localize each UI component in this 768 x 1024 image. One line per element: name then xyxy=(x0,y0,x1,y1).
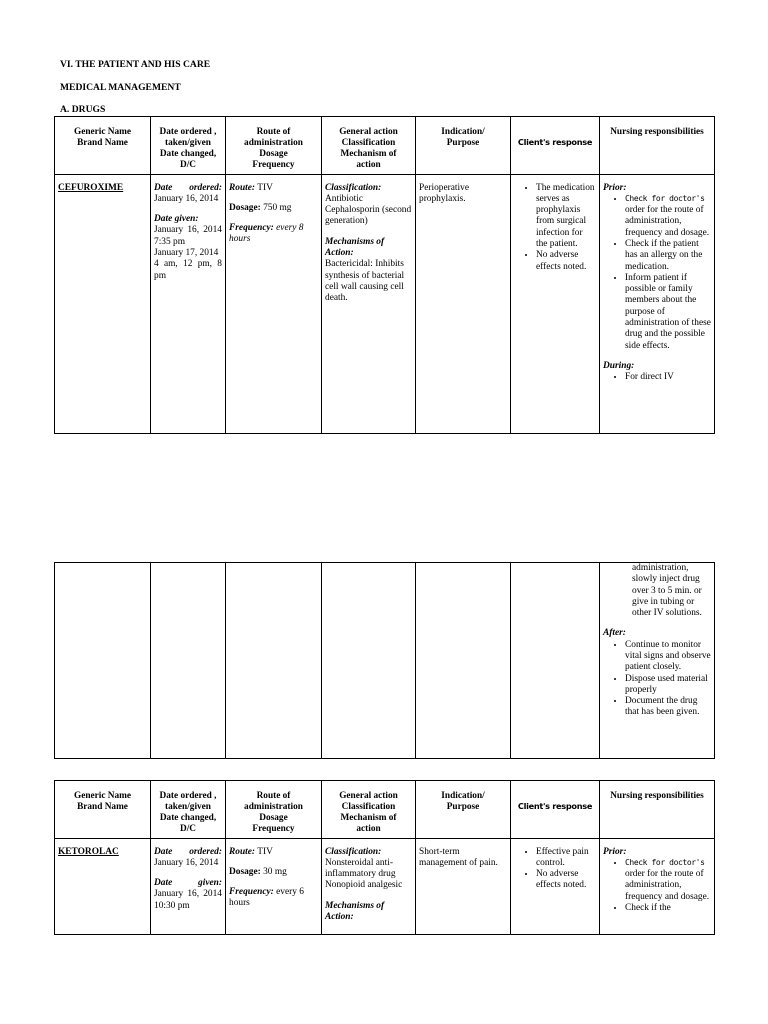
list-item: • For direct IV xyxy=(625,372,711,383)
drug-table-continuation xyxy=(54,562,715,759)
empty-cell xyxy=(226,563,322,759)
route-cell: Route: TIV Dosage: 750 mg Frequency: every 8 hours xyxy=(226,174,322,433)
empty-cell xyxy=(151,563,226,759)
subsection-heading: MEDICAL MANAGEMENT xyxy=(60,82,181,93)
action-cell: Classification: Antibiotic Cephalosporin (second generation) Mechanisms of Action: Bactericidal: Inhibits synthesis of bacterial cell wall causing cell death. xyxy=(322,174,416,433)
col-header-name: Generic Name Brand Name xyxy=(55,117,151,175)
empty-cell xyxy=(416,563,511,759)
dates-cell: Date ordered: January 16, 2014 Date given: January 16, 2014 10:30 pm xyxy=(151,838,226,934)
nursing-cell: Prior: • Check for doctor's order for the route of administration, frequency and dosage. • Check if the patient has an allergy on the medication. • Inform patient if possible or family members about the purpose of administration of these drug and the possible side effects. During: • For direct IV xyxy=(600,174,715,433)
drugs-heading: A. DRUGS xyxy=(60,104,106,115)
indication-cell: Perioperative prophylaxis. xyxy=(416,174,511,433)
drug-table-cefuroxime xyxy=(54,116,715,434)
table-header-row xyxy=(55,781,715,839)
col-header-action: General action Classification Mechanism of action xyxy=(322,781,416,839)
dates-cell: Date ordered: January 16, 2014 Date given: January 16, 2014 7:35 pm January 17, 2014 4 am, 12 pm, 8 pm xyxy=(151,174,226,433)
col-header-route: Route of administration Dosage Frequency xyxy=(226,117,322,175)
table-row xyxy=(55,838,715,934)
col-header-dates: Date ordered , taken/given Date changed, D/C xyxy=(151,117,226,175)
table-row xyxy=(55,174,715,433)
col-header-dates: Date ordered , taken/given Date changed, D/C xyxy=(151,781,226,839)
col-header-client: Client's response xyxy=(511,117,600,175)
empty-cell xyxy=(511,563,600,759)
table-row xyxy=(55,563,715,759)
list-item: • Check if the xyxy=(625,903,711,914)
drug-table-ketorolac xyxy=(54,780,715,935)
list-item: • Inform patient if possible or family members about the purpose of administration of these drug and the possible side effects. xyxy=(625,273,711,352)
nursing-cell: administration, slowly inject drug over 3 to 5 min. or give in tubing or other IV solutions. After: • Continue to monitor vital signs and observe patient closely. • Dispose used material properly • Document the drug that has been given. xyxy=(600,563,715,759)
list-item: • Check for doctor's order for the route of administration, frequency and dosage. xyxy=(625,858,711,903)
list-item: • No adverse effects noted. xyxy=(536,250,596,273)
client-response-cell xyxy=(511,838,600,934)
client-response-cell xyxy=(511,174,600,433)
list-item: • No adverse effects noted. xyxy=(536,869,596,892)
table-header-row xyxy=(55,117,715,175)
col-header-name: Generic Name Brand Name xyxy=(55,781,151,839)
col-header-action: General action Classification Mechanism of action xyxy=(322,117,416,175)
col-header-nursing: Nursing responsibilities xyxy=(600,117,715,175)
list-item: • Effective pain control. xyxy=(536,847,596,870)
col-header-indication: Indication/ Purpose xyxy=(416,781,511,839)
route-cell: Route: TIV Dosage: 30 mg Frequency: every 6 hours xyxy=(226,838,322,934)
section-heading: VI. THE PATIENT AND HIS CARE xyxy=(60,59,211,70)
list-item: • Check for doctor's order for the route of administration, frequency and dosage. xyxy=(625,194,711,239)
list-item: • Dispose used material properly xyxy=(625,674,711,697)
drug-name-cell: KETOROLAC xyxy=(55,838,151,934)
col-header-indication: Indication/ Purpose xyxy=(416,117,511,175)
during-continuation: administration, slowly inject drug over 3 to 5 min. or give in tubing or other IV solutions. xyxy=(632,563,702,619)
empty-cell xyxy=(322,563,416,759)
list-item: • Document the drug that has been given. xyxy=(625,696,711,719)
list-item: • Check if the patient has an allergy on the medication. xyxy=(625,239,711,273)
col-header-nursing: Nursing responsibilities xyxy=(600,781,715,839)
list-item: • Continue to monitor vital signs and observe patient closely. xyxy=(625,640,711,674)
drug-name-cell: CEFUROXIME xyxy=(55,174,151,433)
empty-cell xyxy=(55,563,151,759)
list-item: • The medication serves as prophylaxis from surgical infection for the patient. xyxy=(536,183,596,251)
col-header-route: Route of administration Dosage Frequency xyxy=(226,781,322,839)
nursing-cell: Prior: • Check for doctor's order for the route of administration, frequency and dosage. • Check if the xyxy=(600,838,715,934)
action-cell: Classification: Nonsteroidal anti-inflammatory drug Nonopioid analgesic Mechanisms of Action: xyxy=(322,838,416,934)
indication-cell: Short-term management of pain. xyxy=(416,838,511,934)
col-header-client: Client's response xyxy=(511,781,600,839)
